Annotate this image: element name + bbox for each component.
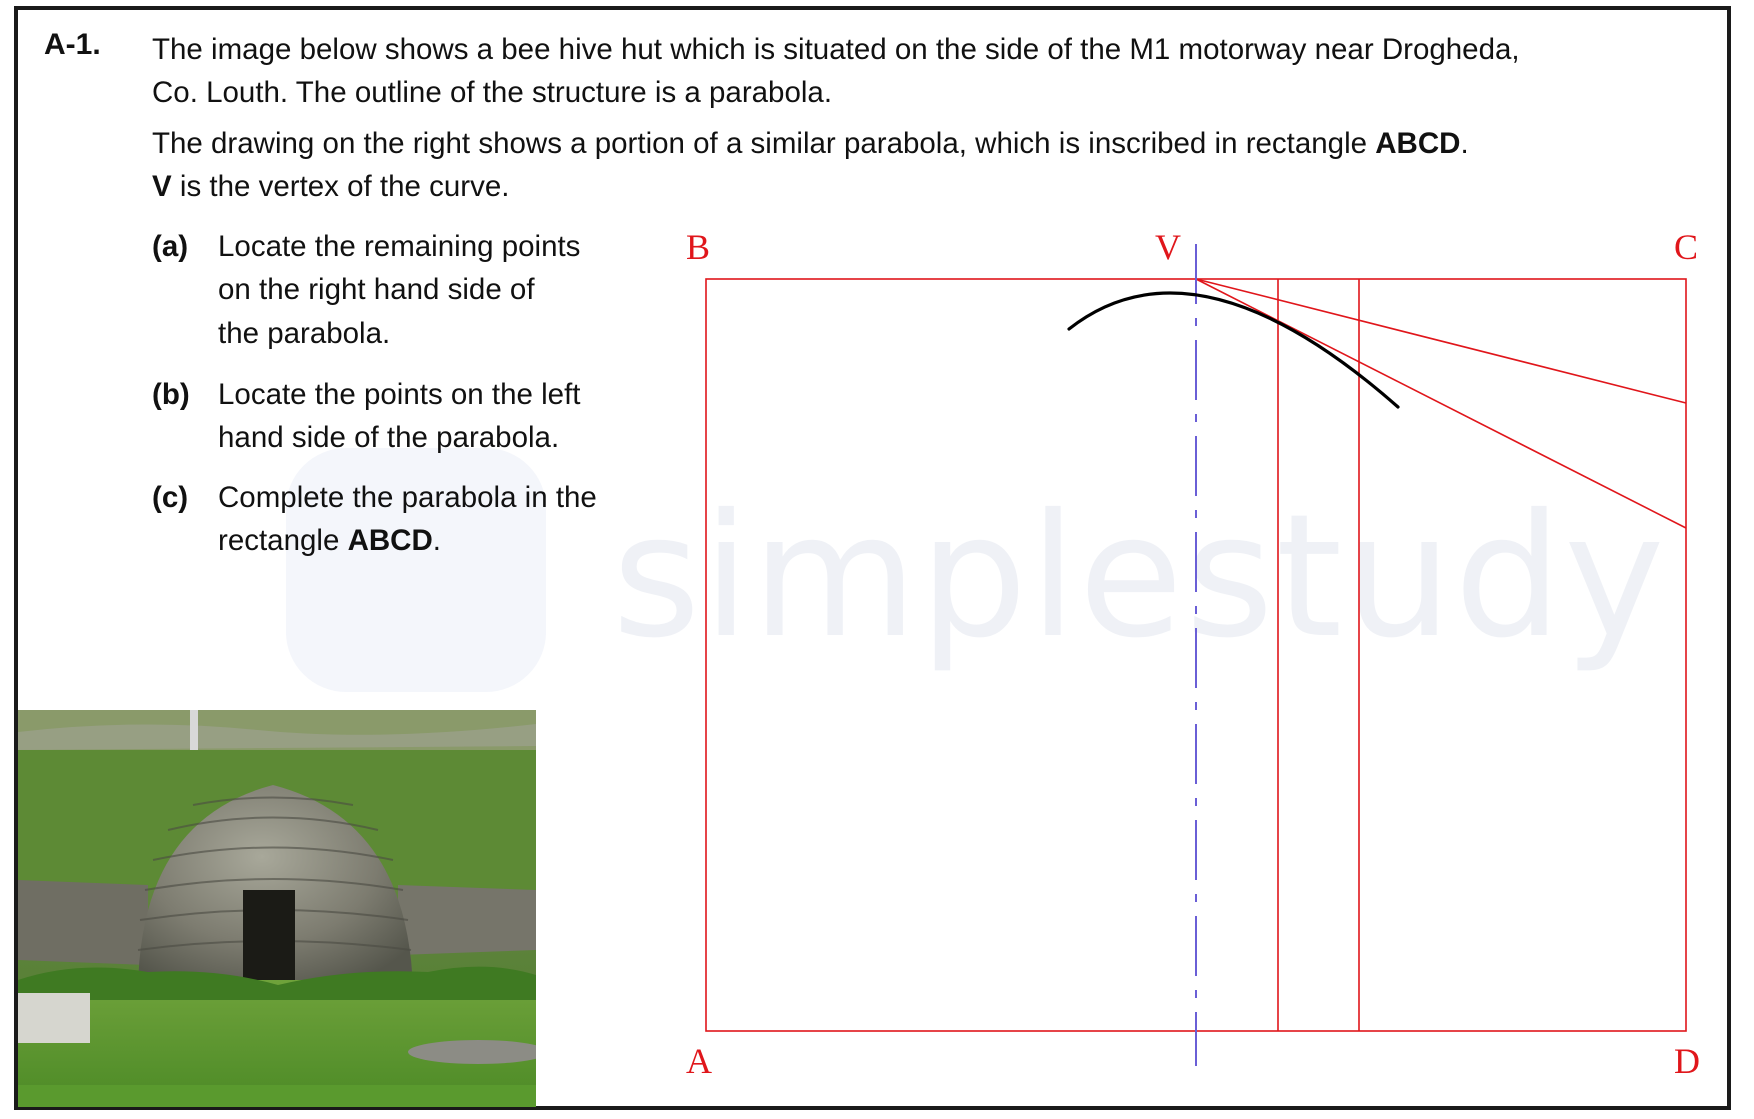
- part-b-line-1: Locate the points on the left: [218, 378, 581, 411]
- point-label-v: V: [1155, 227, 1181, 267]
- point-label-b: B: [686, 227, 711, 267]
- part-a-line-2: on the right hand side of: [218, 273, 535, 306]
- part-a-line-1: Locate the remaining points: [218, 230, 581, 263]
- question-line-1: The image below shows a bee hive hut which is situated on the side of the M1 motorway near Drogheda,: [152, 33, 1520, 66]
- question-line-3: The drawing on the right shows a portion of a similar parabola, which is inscribed in rectangle ABCD.: [152, 127, 1469, 160]
- point-label-c: C: [1674, 227, 1699, 267]
- part-b-label: (b): [152, 378, 190, 411]
- question-line-2: Co. Louth. The outline of the structure is a parabola.: [152, 76, 833, 109]
- part-c-line-2: rectangle ABCD.: [218, 524, 441, 557]
- question-number: A-1.: [44, 28, 101, 61]
- part-c-label: (c): [152, 481, 189, 514]
- part-c-line-1: Complete the parabola in the: [218, 481, 597, 514]
- point-label-d: D: [1674, 1041, 1700, 1081]
- part-b-line-2: hand side of the parabola.: [218, 421, 560, 454]
- part-a-label: (a): [152, 230, 189, 263]
- part-a-line-3: the parabola.: [218, 317, 391, 350]
- point-label-a: A: [686, 1041, 712, 1081]
- beehive-hut-photo: [18, 710, 536, 1107]
- question-line-4: V is the vertex of the curve.: [152, 170, 510, 203]
- watermark-text: simplestudy: [612, 478, 1667, 676]
